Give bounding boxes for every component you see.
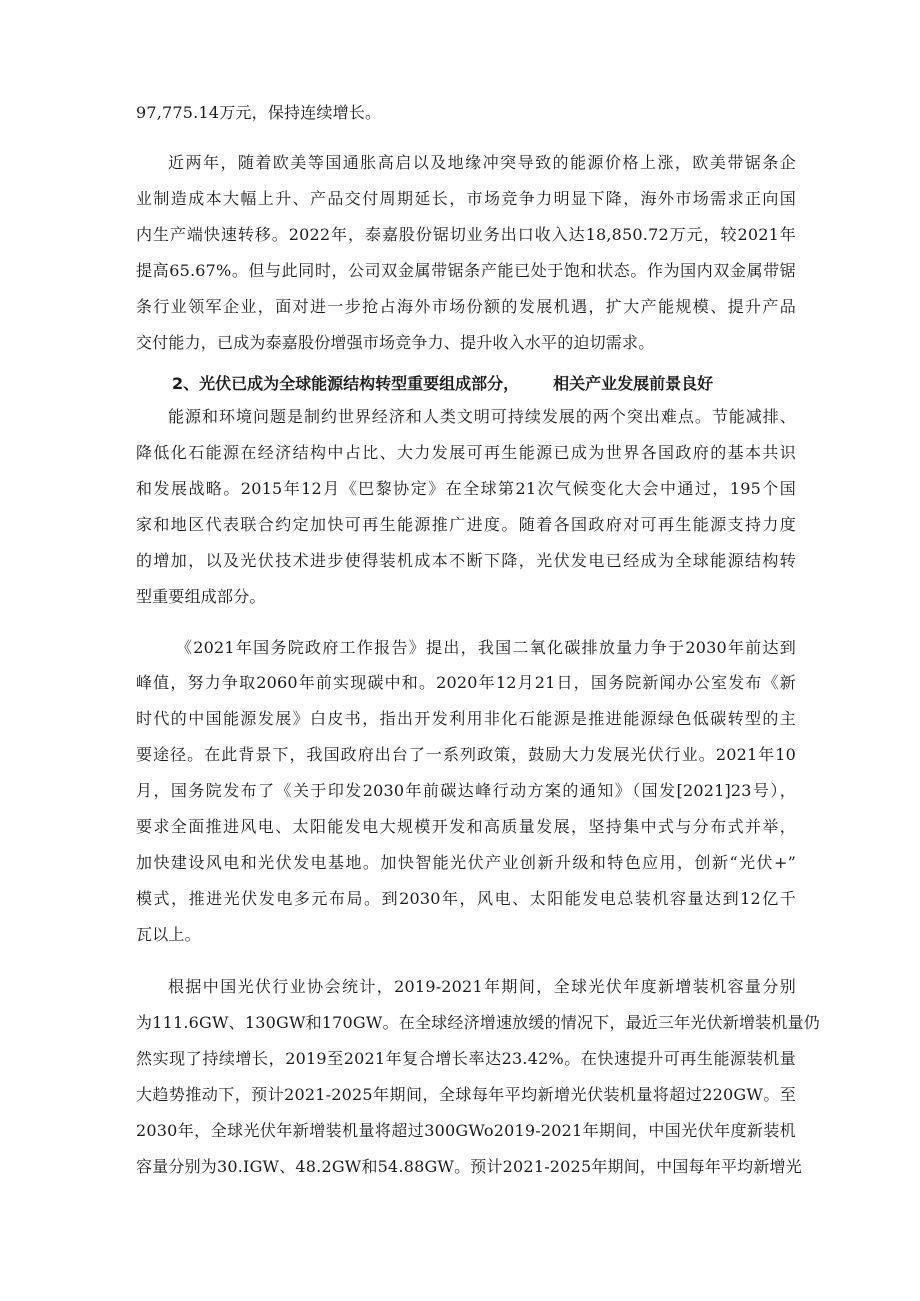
paragraph-line: 交付能力，已成为泰嘉股份增强市场竞争力、提升收入水平的迫切需求。 [136,333,655,352]
paragraph-line: 2030年，全球光伏年新增装机量将超过300GWo2019-2021年期间，中国光伏年度新装机 [136,1121,796,1140]
section-heading [172,373,713,395]
paragraph-line: 要途径。在此背景下，我国政府出台了一系列政策，鼓励大力发展光伏行业。2021年10 [136,745,796,764]
paragraph-line: 时代的中国能源发展》白皮书，指出开发利用非化石能源是推进能源绿色低碳转型的主 [136,709,796,728]
paragraph-line: 为111.6GW、130GW和170GW。在全球经济增速放缓的情况下，最近三年光伏新增装机量仍 [136,1013,820,1032]
paragraph-line: 近两年，随着欧美等国通胀高启以及地缘冲突导致的能源价格上涨，欧美带锯条企 [168,153,796,172]
paragraph-line: 月，国务院发布了《关于印发2030年前碳达峰行动方案的通知》（国发[2021]23号）， [136,781,796,800]
paragraph-line: 要求全面推进风电、太阳能发电大规模开发和高质量发展，坚持集中式与分布式并举， [136,817,796,836]
paragraph-line: 根据中国光伏行业协会统计，2019-2021年期间，全球光伏年度新增装机容量分别 [168,977,796,996]
paragraph-line: 提高65.67%。但与此同时，公司双金属带锯条产能已处于饱和状态。作为国内双金属带锯 [136,261,796,280]
paragraph-line: 能源和环境问题是制约世界经济和人类文明可持续发展的两个突出难点。节能减排、 [168,407,796,426]
paragraph-line: 模式，推进光伏发电多元布局。到2030年，风电、太阳能发电总装机容量达到12亿千 [136,889,796,908]
paragraph-line: 加快建设风电和光伏发电基地。加快智能光伏产业创新升级和特色应用，创新“光伏+” [136,853,796,872]
paragraph-line: 的增加，以及光伏技术进步使得装机成本不断下降，光伏发电已经成为全球能源结构转 [136,551,796,570]
paragraph-line: 容量分别为30.IGW、48.2GW和54.88GW。预计2021-2025年期间，中国每年平均新增光 [136,1157,802,1176]
paragraph-line: 条行业领军企业，面对进一步抢占海外市场份额的发展机遇，扩大产能规模、提升产品 [136,297,796,316]
paragraph-line: 和发展战略。2015年12月《巴黎协定》在全球第21次气候变化大会中通过，195个国 [136,479,796,498]
paragraph-line: 大趋势推动下，预计2021-2025年期间，全球每年平均新增光伏装机量将超过220GW。至 [136,1085,796,1104]
section-heading-part2: 相关产业发展前景良好 [553,374,714,393]
paragraph-line: 型重要组成部分。 [136,587,266,606]
paragraph-line: 然实现了持续增长，2019至2021年复合增长率达23.42%。在快速提升可再生能源装机量 [136,1049,796,1068]
paragraph-line: 家和地区代表联合约定加快可再生能源推广进度。随着各国政府对可再生能源支持力度 [136,515,796,534]
paragraph-line: 业制造成本大幅上升、产品交付周期延长，市场竞争力明显下降，海外市场需求正向国 [136,189,796,208]
paragraph-line: 峰值，努力争取2060年前实现碳中和。2020年12月21日，国务院新闻办公室发布《新 [136,673,796,692]
paragraph-line: 《2021年国务院政府工作报告》提出，我国二氧化碳排放量力争于2030年前达到 [176,638,796,657]
paragraph-line: 内生产端快速转移。2022年，泰嘉股份锯切业务出口收入达18,850.72万元，较2021年 [136,225,796,244]
section-heading-part1: 2、光伏已成为全球能源结构转型重要组成部分， [172,374,520,393]
paragraph-line: 97,775.14万元，保持连续增长。 [136,103,382,122]
paragraph-line: 降低化石能源在经济结构中占比、大力发展可再生能源已成为世界各国政府的基本共识 [136,443,796,462]
paragraph-line: 瓦以上。 [136,925,201,944]
